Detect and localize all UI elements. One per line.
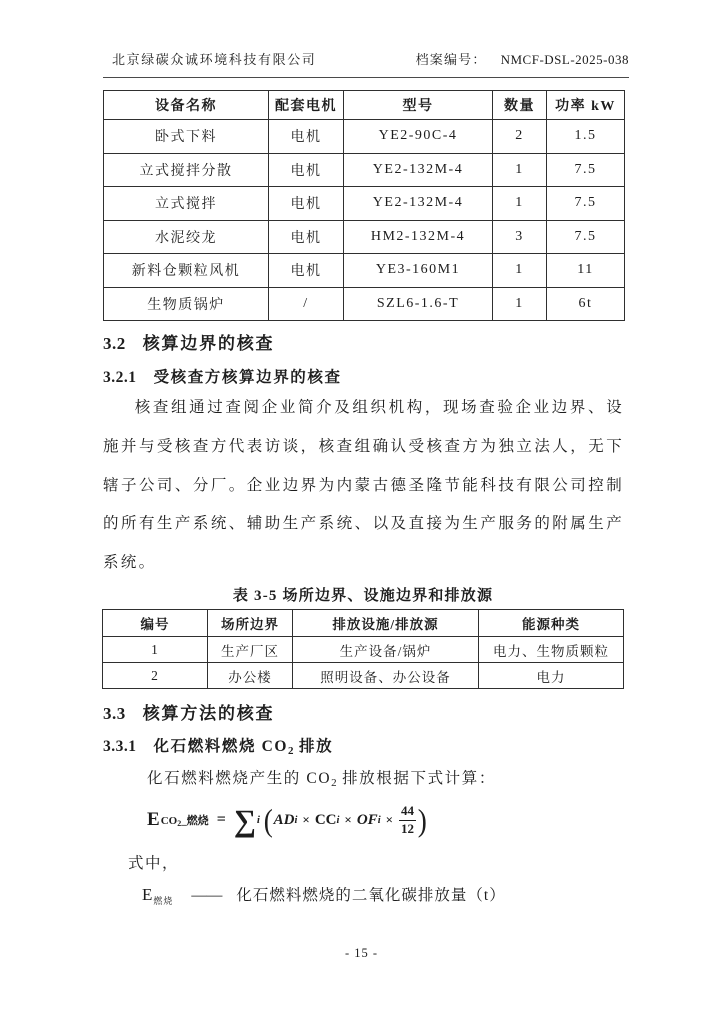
table-cell: 电机 — [269, 220, 344, 254]
table-row — [104, 120, 625, 154]
table-header-row — [103, 610, 624, 637]
column-header: 功率 kW — [547, 91, 625, 120]
table-cell: 办公楼 — [208, 663, 293, 689]
open-paren: ( — [263, 802, 273, 838]
section-title: 化石燃料燃烧 $CO_2$ 排放 — [153, 738, 334, 757]
section-number: 3.3.1 — [103, 738, 137, 755]
table-cell: 1 — [493, 254, 547, 288]
table-cell: YE2-132M-4 — [344, 187, 493, 221]
co2-formula: E CO2_燃烧 = ∑ i ( AD i × CC i × OF i × $\frac{44}{12}$ ) — [147, 802, 427, 838]
boundary-paragraph: 核查组通过查阅企业简介及组织机构，现场查验企业边界、设施并与受核查方代表访谈，核查组确认受核查方为独立法人，无下辖子公司、分厂。企业边界为内蒙古德圣隆节能科技有限公司控制的所有生产系统、辅助生产系统、以及直接为生产服务的附属生产系统。 — [103, 399, 624, 572]
table-header-row — [104, 91, 625, 120]
table-cell: 电机 — [269, 254, 344, 288]
table-cell: 7.5 — [547, 220, 625, 254]
table-cell: 2 — [493, 120, 547, 154]
table-3-5-caption: 表 3-5 场所边界、设施边界和排放源 — [232, 588, 494, 604]
table-cell: / — [269, 287, 344, 321]
table-cell: YE3-160M1 — [344, 254, 493, 288]
equals-sign: = — [216, 811, 226, 828]
formula-term-cc: CC — [314, 811, 337, 828]
table-cell: 1 — [103, 637, 208, 663]
section-heading-3-2-1 — [103, 365, 342, 387]
column-header: 配套电机 — [269, 91, 344, 120]
table-cell: 电力 — [479, 663, 624, 689]
file-number-value: NMCF-DSL-2025-038 — [500, 52, 629, 67]
table-row — [104, 187, 625, 221]
section-title: 受核查方核算边界的核查 — [153, 369, 342, 386]
fraction-44-12: $\frac{44}{12}$ — [401, 803, 415, 836]
e-definition-line — [142, 883, 506, 907]
column-header: 场所边界 — [208, 610, 293, 637]
formula-term-of: OF — [356, 811, 378, 828]
table-row — [103, 637, 624, 663]
table-cell: 1 — [493, 187, 547, 221]
section-heading-3-3-1 — [103, 734, 333, 757]
table-cell: 生产设备/锅炉 — [293, 637, 479, 663]
table-cell: 新料仓颗粒风机 — [104, 254, 269, 288]
formula-term-ad: AD — [273, 811, 295, 828]
page-header — [103, 49, 629, 78]
close-paren: ) — [417, 802, 427, 838]
multiply-sign: × — [344, 812, 352, 827]
table-cell: 11 — [547, 254, 625, 288]
table-cell: 2 — [103, 663, 208, 689]
multiply-sign: × — [385, 812, 394, 827]
co2-intro-text: 化石燃料燃烧产生的 $CO_2$ 排放根据下式计算： — [147, 770, 496, 789]
header-company-name: 北京绿碳众诚环境科技有限公司 — [112, 52, 317, 67]
e-symbol: E — [142, 885, 154, 904]
table-cell: 生产厂区 — [208, 637, 293, 663]
formula-where-label: 式中， — [128, 855, 180, 872]
section-number: 3.2.1 — [103, 369, 137, 386]
table-cell: 水泥绞龙 — [104, 220, 269, 254]
section-heading-3-3 — [103, 699, 274, 724]
boundary-table — [102, 609, 623, 689]
definition-text: 化石燃料燃烧的二氧化碳排放量（t） — [236, 887, 506, 904]
table-cell: YE2-90C-4 — [344, 120, 493, 154]
sigma-index: i — [256, 814, 260, 826]
table-cell: 电机 — [269, 153, 344, 187]
table-cell: SZL6-1.6-T — [344, 287, 493, 321]
table-cell: 电机 — [269, 120, 344, 154]
table-cell: 3 — [493, 220, 547, 254]
section-number: 3.2 — [103, 334, 126, 353]
table-cell: 立式搅拌 — [104, 187, 269, 221]
table-cell: 1 — [493, 287, 547, 321]
table-row — [104, 220, 625, 254]
table-cell: 7.5 — [547, 153, 625, 187]
section-title: 核算方法的核查 — [142, 704, 275, 723]
section-heading-3-2 — [103, 329, 274, 354]
table-cell: 电机 — [269, 187, 344, 221]
column-header: 型号 — [344, 91, 493, 120]
table-cell: 电力、生物质颗粒 — [479, 637, 624, 663]
table-row — [104, 287, 625, 321]
table-cell: 7.5 — [547, 187, 625, 221]
co2-subscript: 2 — [288, 745, 294, 757]
table-cell: 1.5 — [547, 120, 625, 154]
table-cell: 生物质锅炉 — [104, 287, 269, 321]
column-header: 能源种类 — [479, 610, 624, 637]
equipment-table — [103, 90, 624, 321]
section-number: 3.3 — [103, 704, 126, 723]
co2-subscript: 2 — [331, 777, 337, 789]
table-cell: 1 — [493, 153, 547, 187]
sigma-symbol: ∑ — [233, 802, 256, 838]
table-cell: 照明设备、办公设备 — [293, 663, 479, 689]
table-cell: 卧式下料 — [104, 120, 269, 154]
formula-e-symbol: E — [147, 809, 160, 830]
table-cell: HM2-132M-4 — [344, 220, 493, 254]
e-symbol-subscript: 燃烧 — [153, 896, 174, 906]
column-header: 编号 — [103, 610, 208, 637]
file-number — [416, 49, 629, 68]
table-cell: YE2-132M-4 — [344, 153, 493, 187]
table-row — [104, 254, 625, 288]
definition-dash: —— — [191, 887, 223, 904]
formula-e-subscript: CO2_燃烧 — [160, 815, 209, 828]
column-header: 数量 — [493, 91, 547, 120]
file-number-label: 档案编号： — [415, 52, 487, 67]
page-number: - 15 - — [344, 946, 379, 960]
multiply-sign: × — [302, 812, 310, 827]
table-row — [104, 153, 625, 187]
table-cell: 立式搅拌分散 — [104, 153, 269, 187]
page-footer — [0, 946, 723, 961]
section-title: 核算边界的核查 — [142, 334, 275, 353]
column-header: 设备名称 — [104, 91, 269, 120]
table-row — [103, 663, 624, 689]
column-header: 排放设施/排放源 — [293, 610, 479, 637]
table-cell: 6t — [547, 287, 625, 321]
